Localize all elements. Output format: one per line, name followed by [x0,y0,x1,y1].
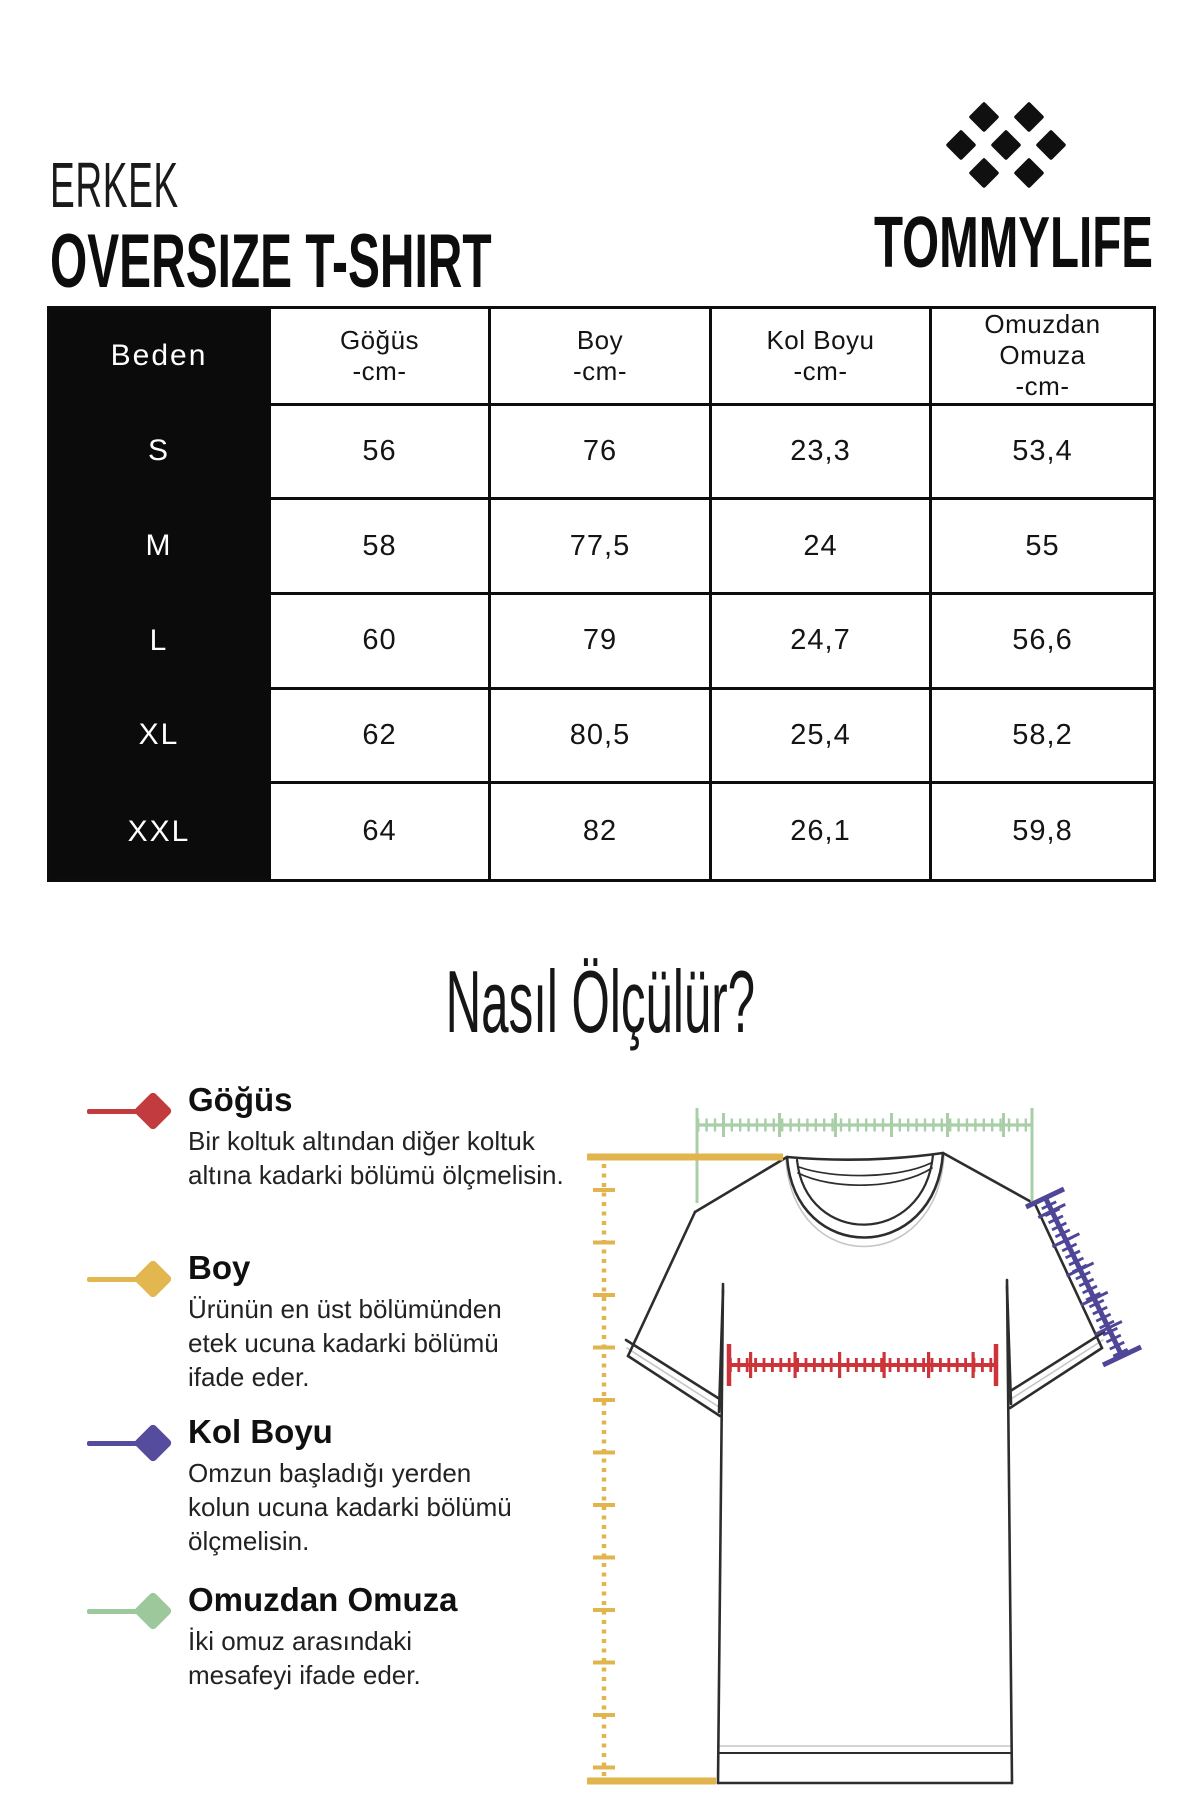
chest-ruler [729,1344,996,1386]
shoulder-measure-icon [85,1588,177,1634]
legend-item-sleeve [85,1412,518,1558]
tshirt-drawing [626,1153,1104,1783]
sleeve-measure-icon [85,1420,177,1466]
length-measure-icon [85,1256,177,1302]
length-ruler [587,1157,783,1781]
size-label: XL [50,690,271,785]
diamond-icon [990,129,1021,160]
column-header-shoulder: Omuzdan Omuza -cm- [932,309,1153,406]
size-label: L [50,595,271,690]
legend-title: Kol Boyu [188,1413,333,1450]
diamond-icon [1013,101,1044,132]
diamond-icon [1035,129,1066,160]
table-cell: 80,5 [491,690,712,785]
legend-title: Boy [188,1249,251,1286]
legend-item-shoulder [85,1580,498,1692]
shoulder-ruler [697,1108,1032,1206]
table-cell: 58 [271,500,491,595]
table-cell: 56 [271,406,491,501]
category-title: ERKEK [50,149,179,221]
size-label: XXL [50,784,271,879]
product-title: OVERSIZE T-SHIRT [50,219,492,304]
table-cell: 24,7 [712,595,932,690]
table-cell: 25,4 [712,690,932,785]
legend-title: Omuzdan Omuza [188,1581,458,1618]
brand-logo-diamond-grid-icon [941,100,1071,190]
table-cell: 58,2 [932,690,1153,785]
legend-description: Bir koltuk altından diğer koltuk altına kadarki bölümü ölçmelisin. [188,1126,564,1190]
diamond-icon [968,101,999,132]
table-cell: 53,4 [932,406,1153,501]
size-label: S [50,406,271,501]
table-cell: 64 [271,784,491,879]
size-label: M [50,500,271,595]
column-header-chest: Göğüs -cm- [271,309,491,406]
legend-description: Ürünün en üst bölümünden etek ucuna kadarki bölümü ifade eder. [188,1294,502,1392]
column-header-length: Boy -cm- [491,309,712,406]
chest-measure-icon [85,1088,177,1134]
column-header-sleeve: Kol Boyu -cm- [712,309,932,406]
section-title: Nasıl Ölçülür? [445,952,755,1051]
table-cell: 56,6 [932,595,1153,690]
table-corner-label: Beden [50,309,271,406]
legend-item-chest [85,1080,578,1192]
diamond-icon [968,157,999,188]
legend-description: Omzun başladığı yerden kolun ucuna kadarki bölümü ölçmelisin. [188,1458,512,1556]
table-cell: 23,3 [712,406,932,501]
table-cell: 82 [491,784,712,879]
legend-description: İki omuz arasındaki mesafeyi ifade eder. [188,1626,421,1690]
brand-name: TOMMYLIFE [874,203,1153,283]
diamond-icon [945,129,976,160]
table-cell: 76 [491,406,712,501]
table-cell: 62 [271,690,491,785]
table-cell: 77,5 [491,500,712,595]
legend-item-length [85,1248,518,1394]
table-cell: 79 [491,595,712,690]
table-cell: 24 [712,500,932,595]
size-table [47,306,1156,882]
table-cell: 59,8 [932,784,1153,879]
table-cell: 55 [932,500,1153,595]
table-cell: 60 [271,595,491,690]
sleeve-ruler [1026,1189,1141,1365]
legend-title: Göğüs [188,1081,293,1118]
diamond-icon [1013,157,1044,188]
table-cell: 26,1 [712,784,932,879]
